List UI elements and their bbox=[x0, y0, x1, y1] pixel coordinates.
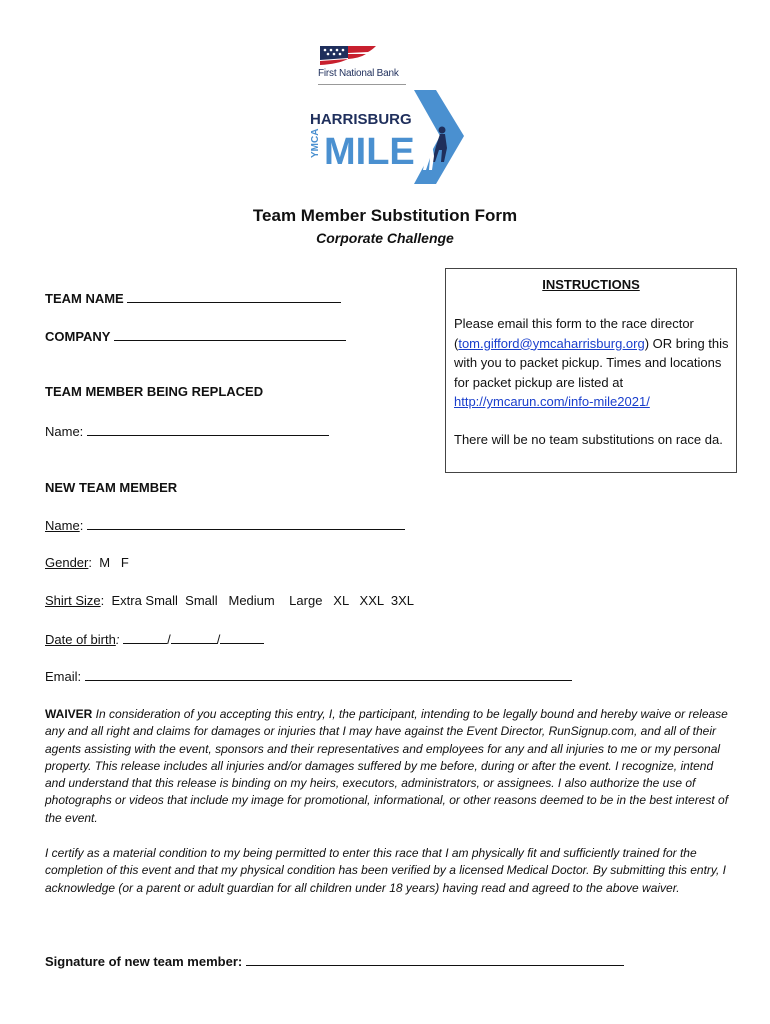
team-name-field[interactable] bbox=[127, 290, 341, 303]
email-label: Email: bbox=[45, 669, 85, 684]
company-label: COMPANY bbox=[45, 329, 114, 344]
form-title: Team Member Substitution Form bbox=[252, 206, 518, 225]
waiver-text: In consideration of you accepting this entry, I, the participant, intending to be legally bound and hereby waive or release any and all right and claims for damages or injuries that I may have against the Event Director, RunSignup.com, and all of their agents assisting with the event, sponsors and their representatives and employees for any and all injuries to me or my personal property. This release includes all injuries and/or damages suffered by me before, during or after the event. I recognize, intend and understand that this release is binding on my heirs, executors, administrators, or assignees. I also authorize the use of photographs or videos that include my image for promotional, informational, or other reasons deemed to be in the best interest of the event. bbox=[45, 707, 729, 825]
shirt-size-label: Shirt Size bbox=[45, 593, 101, 608]
shirt-size-options[interactable]: : Extra Small Small Medium Large XL XXL 3XL bbox=[100, 593, 414, 608]
instructions-text-2: ) OR bring this with you to packet pickup. Times and locations for packet pickup are listed at bbox=[454, 335, 729, 390]
logo-event-line1: HARRISBURG bbox=[310, 111, 412, 128]
signature-row bbox=[45, 953, 624, 969]
new-member-heading: NEW TEAM MEMBER bbox=[45, 480, 178, 495]
new-name-row bbox=[45, 517, 405, 533]
logo-event-line2: MILE bbox=[324, 131, 415, 173]
company-field[interactable] bbox=[114, 328, 346, 341]
bank-name: First National Bank bbox=[318, 68, 399, 79]
logo-ymca-text: YMCA bbox=[310, 128, 321, 158]
harrisburg-mile-logo bbox=[304, 88, 469, 188]
company-row bbox=[45, 328, 346, 344]
logo-divider bbox=[318, 84, 406, 85]
gender-label: Gender bbox=[45, 555, 89, 570]
dob-year-field[interactable] bbox=[220, 631, 264, 644]
email-field[interactable] bbox=[85, 668, 572, 681]
waiver-label: WAIVER bbox=[45, 707, 93, 721]
new-name-colon: : bbox=[79, 518, 87, 533]
gender-row bbox=[45, 555, 129, 570]
dob-row bbox=[45, 631, 264, 647]
dob-day-field[interactable] bbox=[171, 631, 217, 644]
gender-options[interactable]: : M F bbox=[88, 555, 129, 570]
instructions-heading: INSTRUCTIONS bbox=[542, 277, 640, 292]
certification-paragraph: I certify as a material condition to my being permitted to enter this race that I am physically fit and sufficiently trained for the completion of this event and that my physical condition has been verified by a licensed Medical Doctor. By submitting this entry, I acknowledge (or a parent or adult guardian for all children under 18 years) having read and agreed to the above waiver. bbox=[45, 846, 727, 895]
form-subtitle: Corporate Challenge bbox=[316, 230, 454, 246]
signature-label: Signature of new team member: bbox=[45, 954, 246, 969]
replaced-member-heading: TEAM MEMBER BEING REPLACED bbox=[45, 384, 264, 399]
signature-field[interactable] bbox=[246, 953, 624, 966]
instructions-text-1: Please email this form to the race director ( bbox=[454, 316, 694, 351]
replaced-name-label: Name: bbox=[45, 424, 87, 439]
team-name-row bbox=[45, 290, 341, 306]
new-name-label: Name bbox=[45, 518, 80, 533]
waiver-paragraph bbox=[45, 706, 730, 827]
replaced-name-field[interactable] bbox=[87, 423, 329, 436]
instructions-paragraph bbox=[454, 314, 729, 412]
new-name-field[interactable] bbox=[87, 517, 405, 530]
dob-colon: : bbox=[115, 632, 124, 647]
shirt-size-row bbox=[45, 593, 414, 608]
no-substitutions-note: There will be no team substitutions on race da. bbox=[454, 431, 723, 447]
instructions-body bbox=[454, 314, 729, 467]
replaced-name-row bbox=[45, 423, 329, 439]
dob-month-field[interactable] bbox=[123, 631, 167, 644]
email-row bbox=[45, 668, 572, 684]
team-name-label: TEAM NAME bbox=[45, 291, 128, 306]
dob-separator: / bbox=[216, 632, 221, 647]
director-email-link[interactable]: tom.gifford@ymcaharrisburg.org bbox=[458, 335, 645, 351]
first-national-bank-flag-logo bbox=[318, 44, 398, 68]
packet-pickup-url-link[interactable]: http://ymcarun.com/info-mile2021/ bbox=[454, 394, 650, 409]
dob-separator: / bbox=[167, 632, 171, 647]
dob-label: Date of birth bbox=[45, 632, 116, 647]
